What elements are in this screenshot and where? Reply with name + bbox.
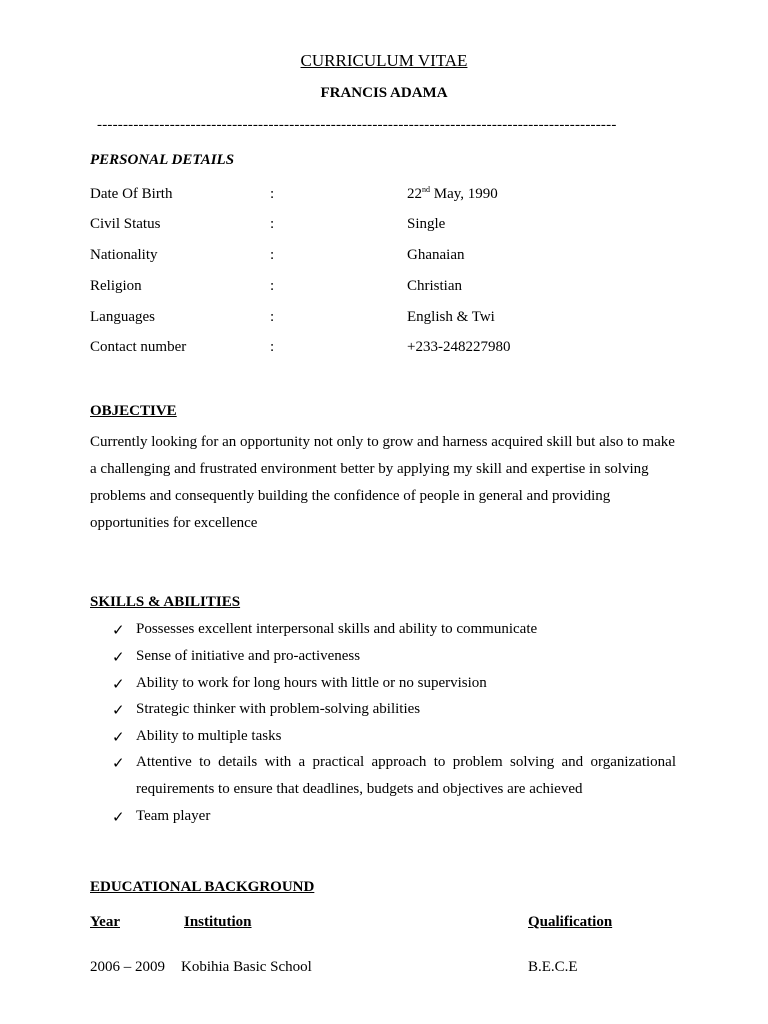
checkmark-icon: ✓ <box>112 810 125 826</box>
education-institution: Kobihia Basic School <box>181 959 312 975</box>
candidate-name: FRANCIS ADAMA <box>320 85 448 101</box>
column-header-institution: Institution <box>184 914 252 930</box>
checkmark-icon: ✓ <box>112 730 125 746</box>
document-title: CURRICULUM VITAE <box>300 51 468 70</box>
row-colon: : <box>270 278 275 294</box>
civil-status-label: Civil Status <box>90 216 161 232</box>
checkmark-icon: ✓ <box>112 703 125 719</box>
personal-details-heading: PERSONAL DETAILS <box>90 152 235 168</box>
skill-text: Team player <box>136 808 211 824</box>
checkmark-icon: ✓ <box>112 677 125 693</box>
separator-line: ---------------------------------------------------------------------------------------------------- <box>97 117 617 133</box>
checkmark-icon: ✓ <box>112 650 125 666</box>
languages-label: Languages <box>90 309 155 325</box>
row-colon: : <box>270 186 275 202</box>
objective-heading: OBJECTIVE <box>90 403 177 419</box>
religion-value: Christian <box>407 278 462 294</box>
skill-text: Strategic thinker with problem-solving abilities <box>136 701 421 717</box>
education-heading: EDUCATIONAL BACKGROUND <box>90 879 315 895</box>
nationality-value: Ghanaian <box>407 247 465 263</box>
row-colon: : <box>270 247 275 263</box>
dob-value: 22nd May, 1990 <box>407 185 498 202</box>
skill-text: Ability to work for long hours with little or no supervision <box>136 675 487 691</box>
nationality-label: Nationality <box>90 247 158 263</box>
civil-status-value: Single <box>407 216 446 232</box>
checkmark-icon: ✓ <box>112 623 125 639</box>
education-qualification: B.E.C.E <box>528 959 578 975</box>
row-colon: : <box>270 216 275 232</box>
skills-heading: SKILLS & ABILITIES <box>90 594 241 610</box>
row-colon: : <box>270 309 275 325</box>
objective-text: Currently looking for an opportunity not only to grow and harness acquired skill but also to make a challenging and frustrated environment better by applying my skill and expertise in solving problems and consequently building the confidence of people in general and providing opportunities for excellence <box>90 434 675 531</box>
column-header-year: Year <box>90 914 120 930</box>
column-header-qualification: Qualification <box>528 914 613 930</box>
contact-value: +233-248227980 <box>407 339 511 355</box>
contact-label: Contact number <box>90 339 187 355</box>
skill-text: Ability to multiple tasks <box>136 728 282 744</box>
skill-text: Possesses excellent interpersonal skills and ability to communicate <box>136 621 538 637</box>
education-year: 2006 – 2009 <box>90 959 165 975</box>
skill-text: Sense of initiative and pro-activeness <box>136 648 361 664</box>
checkmark-icon: ✓ <box>112 756 125 772</box>
religion-label: Religion <box>90 278 142 294</box>
skill-text: Attentive to details with a practical approach to problem solving and organizational requirements to ensure that deadlines, budgets and objectives are achieved <box>136 754 676 797</box>
row-colon: : <box>270 339 275 355</box>
languages-value: English & Twi <box>407 309 495 325</box>
dob-label: Date Of Birth <box>90 186 173 202</box>
